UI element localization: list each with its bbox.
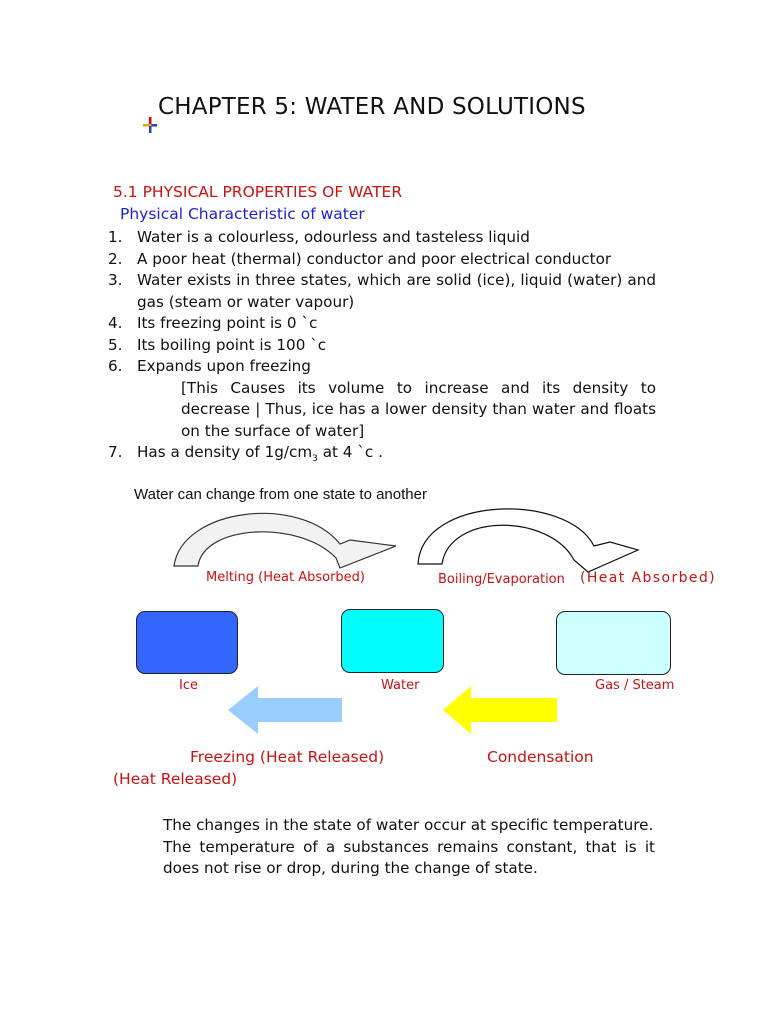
list-text: Its boiling point is 100 `c — [137, 335, 327, 354]
list-number: 3. — [108, 271, 123, 289]
list-item — [108, 442, 656, 471]
gas-box — [556, 611, 671, 675]
list-item — [108, 356, 656, 378]
ice-label: Ice — [179, 678, 198, 693]
list-text: Water exists in three states, which are solid (ice), liquid (water) and gas (steam or water vapour) — [137, 271, 656, 311]
condensation-arrow-icon — [441, 684, 561, 736]
water-box — [341, 609, 444, 673]
bullet-icon — [143, 117, 157, 133]
melting-arrow-icon — [174, 513, 396, 568]
list-item — [108, 270, 656, 313]
sub-bullet-text: [This Causes its volume to increase and its density to decrease | Thus, ice has a lower density than water and floats on the surface of water] — [181, 378, 656, 440]
subheading: Physical Characteristic of water — [120, 205, 365, 223]
paragraph: The temperature of a substances remains constant, that is it does not rise or drop, during the change of state. — [163, 837, 655, 877]
list-text: Water is a colourless, odourless and tasteless liquid — [137, 228, 530, 246]
condensation-label: Condensation — [487, 748, 594, 766]
water-label: Water — [381, 678, 420, 693]
list-number: 7. — [108, 443, 123, 461]
ice-box — [136, 611, 238, 674]
list-number: 6. — [108, 357, 123, 375]
sub-bullet-item — [108, 378, 656, 443]
list-item — [108, 227, 656, 249]
list-item — [108, 335, 656, 357]
heat-released-label: (Heat Released) — [113, 770, 238, 788]
list-text: Its freezing point is 0 `c — [137, 314, 318, 332]
boiling-arrow-icon — [418, 509, 638, 572]
freezing-arrow-icon — [226, 684, 346, 736]
list-text-end: at 4 `c . — [317, 443, 383, 461]
list-number: 2. — [108, 249, 123, 268]
list-item — [108, 249, 656, 271]
list-number: 5. — [108, 335, 123, 354]
section-heading: 5.1 PHYSICAL PROPERTIES OF WATER — [113, 183, 403, 201]
explanation-text — [163, 815, 655, 880]
page-title: CHAPTER 5: WATER AND SOLUTIONS — [158, 94, 586, 120]
list-text: Has a density of 1g/cm — [137, 443, 313, 461]
state-change-arrows — [160, 500, 660, 580]
boiling-heat-label: (Heat Absorbed) — [580, 570, 717, 586]
freezing-label: Freezing (Heat Released) — [190, 748, 385, 766]
properties-list — [108, 227, 656, 471]
gas-label: Gas / Steam — [595, 678, 675, 693]
list-number: 4. — [108, 314, 123, 332]
boiling-label: Boiling/Evaporation — [438, 572, 565, 587]
melting-label: Melting (Heat Absorbed) — [206, 570, 365, 585]
paragraph: The changes in the state of water occur at specific temperature. — [163, 816, 654, 834]
superscript: 3 — [312, 454, 318, 465]
list-number: 1. — [108, 228, 123, 246]
list-text: A poor heat (thermal) conductor and poor electrical conductor — [137, 249, 612, 268]
list-text: Expands upon freezing — [137, 357, 311, 375]
diagram-caption: Water can change from one state to another — [134, 486, 427, 503]
list-item — [108, 313, 656, 335]
